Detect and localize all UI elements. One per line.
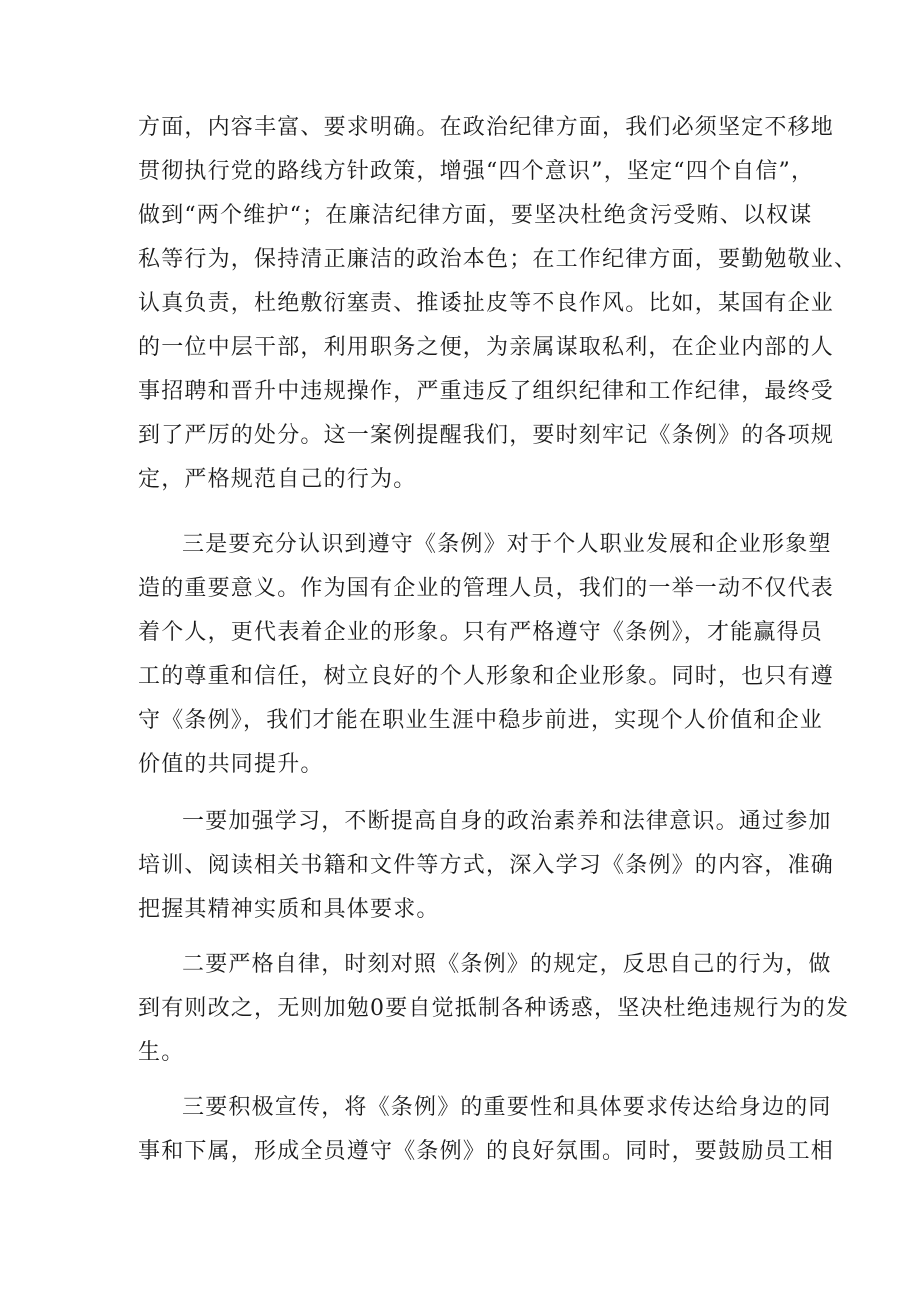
paragraph-line: 事招聘和晋升中违规操作，严重违反了组织纪律和工作纪律，最终受 [138,379,835,404]
paragraph-line: 定，严格规范自己的行为。 [138,467,417,492]
paragraph-line: 二要严格自律，时刻对照《条例》的规定，反思自己的行为，做 [182,952,832,977]
paragraph-2 [138,523,835,787]
paragraph-line: 价值的共同提升。 [138,752,324,777]
paragraph-line: 做到“两个维护“；在廉洁纪律方面，要坚决杜绝贪污受贿、以权谋 [138,203,813,228]
paragraph-line: 三是要充分认识到遵守《条例》对于个人职业发展和企业形象塑 [182,532,832,557]
paragraph-line: 认真负责，杜绝敷衍塞责、推诿扯皮等不良作风。比如，某国有企业 [138,291,835,316]
paragraph-line: 到有则改之，无则加勉0要自觉抵制各种诱惑，坚决杜绝违规行为的发 [138,996,850,1021]
paragraph-line: 的一位中层干部，利用职务之便，为亲属谋取私利，在企业内部的人 [138,335,835,360]
paragraph-1 [138,106,858,502]
paragraph-line: 造的重要意义。作为国有企业的管理人员，我们的一举一动不仅代表 [138,576,835,601]
paragraph-3 [138,800,835,932]
paragraph-4 [138,943,850,1075]
paragraph-line: 到了严厉的处分。这一案例提醒我们，要时刻牢记《条例》的各项规 [138,423,835,448]
paragraph-line: 培训、阅读相关书籍和文件等方式，深入学习《条例》的内容，准确 [138,853,835,878]
paragraph-line: 事和下属，形成全员遵守《条例》的良好氛围。同时，要鼓励员工相 [138,1139,835,1164]
paragraph-line: 私等行为，保持清正廉洁的政治本色；在工作纪律方面，要勤勉敬业、 [138,247,858,272]
paragraph-line: 把握其精神实质和具体要求。 [138,897,440,922]
paragraph-line: 贯彻执行党的路线方针政策，增强“四个意识”，坚定“四个自信”， [138,159,815,184]
paragraph-line: 三要积极宣传，将《条例》的重要性和具体要求传达给身边的同 [182,1095,832,1120]
paragraph-line: 守《条例》，我们才能在职业生涯中稳步前进，实现个人价值和企业 [138,708,824,733]
paragraph-5 [138,1086,835,1174]
paragraph-line: 一要加强学习，不断提高自身的政治素养和法律意识。通过参加 [182,809,832,834]
paragraph-line: 方面，内容丰富、要求明确。在政治纪律方面，我们必须坚定不移地 [138,115,835,140]
paragraph-line: 工的尊重和信任，树立良好的个人形象和企业形象。同时，也只有遵 [138,664,835,689]
paragraph-line: 着个人，更代表着企业的形象。只有严格遵守《条例》，才能赢得员 [138,620,824,645]
paragraph-line: 生。 [138,1040,185,1065]
